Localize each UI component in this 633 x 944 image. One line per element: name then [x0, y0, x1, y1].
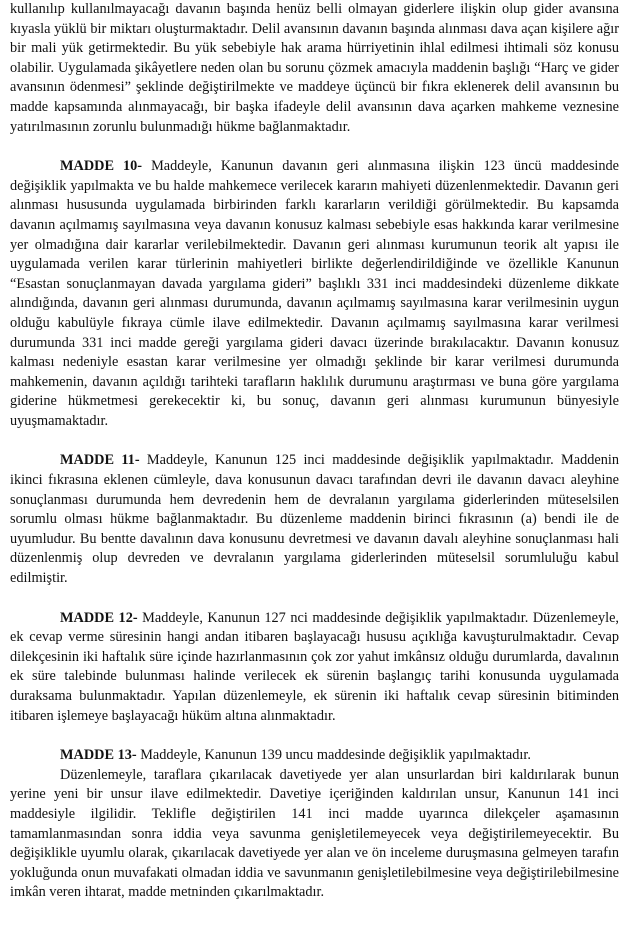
document-page [10, 0, 619, 944]
paragraph-text: kullanılıp kullanılmayacağı davanın başında henüz belli olmayan giderlere ilişkin olup gider avansına kıyasla yüklü bir miktarı oluşturmaktadır. Delil avansının davanın başında alınması dava açan kişilere ağır bir mali yük getirmektedir. Bu yük sebebiyle hak arama hürriyetinin ihlal edilmesi ihtimali söz konusu olabilir. Uygulamada şikâyetlere neden olan bu sorunu çözmek amacıyla maddenin başlığı “Harç ve gider avansının ödenmesi” şeklinde değiştirilmekte ve maddeye üçüncü bir fıkra eklenerek delil avansının bu madde kapsamında alınmayacağı, bir başka ifadeyle delil avansının dava açarken mahkeme veznesine yatırılmasının zorunlu bulunmadığı hükme bağlanmaktadır. [10, 1, 619, 135]
paragraph-text: Maddeyle, Kanunun 125 inci maddesinde değişiklik yapılmaktadır. Maddenin ikinci fıkrasına eklenen cümleyle, dava konusunun davacı tarafından devri ile davanın davacı aleyhine sonuçlanması durumunda hem devredenin hem de devralanın yargılama giderlerinden müteselsilen sorumlu olması hükme bağlanmaktadır. Bu düzenleme maddenin birinci fıkrasının (a) bendi ile de uyumludur. Bu bentte davalının dava konusunu devretmesi ve davanın davalı aleyhine sonuçlanması hali düzenlenmiş olup devreden ve devralanın yargılama giderlerinden müteselsil sorumluluğu kabul edilmiştir. [10, 452, 619, 587]
article-11 [10, 451, 619, 588]
article-13-body [10, 766, 619, 903]
article-heading: MADDE 11- [60, 452, 140, 469]
paragraph-text: Maddeyle, Kanunun davanın geri alınmasına ilişkin 123 üncü maddesinde değişiklik yapılmakta ve bu halde mahkemece verilecek kararın mahiyeti düzenlenmektedir. Davanın geri alınması hususunda uygulamada birbirinden farklı kararların verildiği görülmektedir. Bu kapsamda davanın açılmamış sayılmasına veya davanın konusuz kalması sebebiyle esas hakkında karar verilmesine yer olmadığına dair kararlar verilebilmektedir. Davanın geri alınması kurumunun teorik alt yapısı ile uygulamada verilen karar türlerinin mahiyetleri birlikte değerlendirildiğinde ve özellikle Kanunun “Esastan sonuçlanmayan davada yargılama gideri” başlıklı 331 inci maddesindeki düzenleme dikkate alındığında, davanın geri alınması durumunda, davanın açılmamış sayılmasına karar verilmesinin uygun olduğu kabulüyle fıkraya cümle ilave edilmektedir. Davanın açılmamış sayılmasına karar verilmesi durumunda 331 inci madde gereği yargılama gideri davacı üzerinde bırakılacaktır. Davanın konusuz kalması nedeniyle esastan karar verilmesine yer olmadığı şeklinde bir karar verilmesi durumunda mahkemenin, davanın açıldığı tarihteki tarafların haklılık durumunu araştırması ve buna göre yargılama giderine hükmetmesi gerekecektir ki, bu sonuç, davanın geri alınması kurumunun bünyesiyle uyuşmamaktadır. [10, 158, 620, 429]
article-12 [10, 609, 619, 727]
paragraph-text: Düzenlemeyle, taraflara çıkarılacak davetiyede yer alan unsurlardan biri kaldırılarak bunun yerine yeni bir unsur ilave edilmektedir. Davetiye içeriğinden kaldırılan unsur, Kanunun 141 inci maddesiyle ilgilidir. Teklifle değiştirilen 141 inci madde uyarınca dilekçeler aşamasının tamamlanmasından sonra iddia veya savunma genişletilemeyecek veya değiştirilemeyecektir. Bu değişiklikle uyumlu olarak, çıkarılacak davetiyede yer alan ve ön inceleme duruşmasına gelmeyen tarafın yokluğunda onun muvafakati olmadan iddia ve savunmanın genişletilebilmesine veya değiştirilebilmesine imkân veren ihtarat, madde metninden çıkarılmaktadır. [10, 766, 619, 901]
paragraph-text: Maddeyle, Kanunun 139 uncu maddesinde değişiklik yapılmaktadır. [136, 747, 531, 764]
paragraph-text: Maddeyle, Kanunun 127 nci maddesinde değişiklik yapılmaktadır. Düzenlemeyle, ek cevap verme süresinin hangi andan itibaren başlayacağı hususu açıklığa kavuşturulmaktadır. Cevap dilekçesinin iki haftalık süre içinde hazırlanmasının çok zor yahut imkânsız olduğu durumlarda, davalının ek süre talebinde bulunması halinde verilecek ek sürenin başlangıç tarihi konusunda uygulamada duraksama bulunmaktadır. Yapılan düzenlemeyle, ek sürenin iki haftalık cevap süresinin bitiminden itibaren işlemeye başlayacağı hüküm altına alınmaktadır. [10, 609, 619, 724]
article-13 [10, 746, 619, 766]
article-heading: MADDE 10- [60, 158, 143, 175]
paragraph-continuation [10, 0, 619, 137]
article-heading: MADDE 13- [60, 747, 137, 764]
article-heading: MADDE 12- [60, 609, 138, 626]
article-10 [10, 157, 619, 431]
